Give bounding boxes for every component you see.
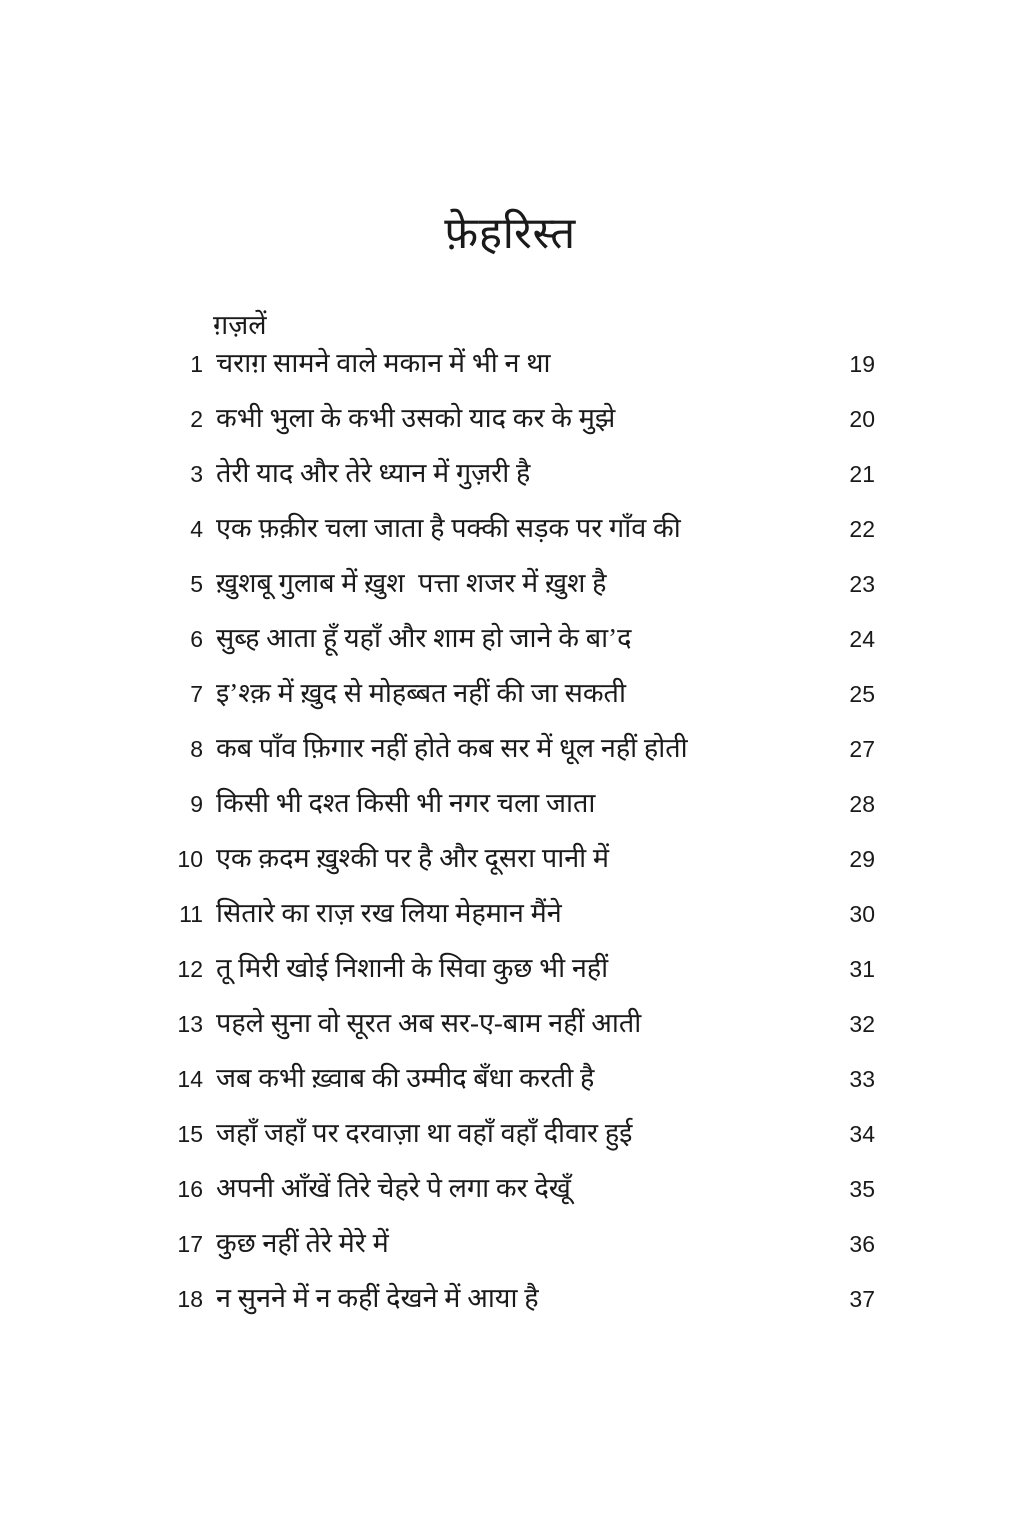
table-row[interactable] <box>145 842 875 897</box>
entry-index: 18 <box>177 1286 203 1312</box>
table-row[interactable] <box>145 1062 875 1117</box>
table-row[interactable] <box>145 567 875 622</box>
entry-title[interactable]: जब कभी ख़्वाब की उम्मीद बँधा करती है <box>216 1063 595 1093</box>
entry-title[interactable]: अपनी आँखें तिरे चेहरे पे लगा कर देखूँ <box>216 1173 571 1203</box>
entry-index: 17 <box>177 1231 203 1257</box>
table-row[interactable] <box>145 897 875 952</box>
entry-page-number: 36 <box>849 1231 875 1257</box>
entry-page-number: 33 <box>849 1066 875 1092</box>
entry-title[interactable]: एक क़दम ख़ुश्की पर है और दूसरा पानी में <box>216 843 610 873</box>
entry-index: 10 <box>177 846 203 872</box>
entry-index: 13 <box>177 1011 203 1037</box>
entry-page-number: 32 <box>849 1011 875 1037</box>
entry-title[interactable]: सुब्ह आता हूँ यहाँ और शाम हो जाने के बा’द <box>216 623 632 653</box>
table-row[interactable] <box>145 402 875 457</box>
entry-page-number: 35 <box>849 1176 875 1202</box>
table-row[interactable] <box>145 787 875 842</box>
entry-page-number: 20 <box>849 406 875 432</box>
entry-title[interactable]: जहाँ जहाँ पर दरवाज़ा था वहाँ वहाँ दीवार हुई <box>216 1118 633 1148</box>
table-row[interactable] <box>145 732 875 787</box>
entry-title[interactable]: इ’श्क़ में ख़ुद से मोहब्बत नहीं की जा सकती <box>216 678 626 708</box>
entry-page-number: 30 <box>849 901 875 927</box>
entry-title[interactable]: न सुनने में न कहीं देखने में आया है <box>216 1283 539 1313</box>
entry-page-number: 22 <box>849 516 875 542</box>
entry-title[interactable]: चराग़ सामने वाले मकान में भी न था <box>216 348 551 378</box>
table-row[interactable] <box>145 1172 875 1227</box>
entry-title[interactable]: पहले सुना वो सूरत अब सर-ए-बाम नहीं आती <box>216 1008 642 1038</box>
entry-title[interactable]: सितारे का राज़ रख लिया मेहमान मैंने <box>216 898 562 928</box>
entry-page-number: 23 <box>849 571 875 597</box>
entry-page-number: 19 <box>849 351 875 377</box>
table-row[interactable] <box>145 1227 875 1282</box>
entry-title[interactable]: कुछ नहीं तेरे मेरे में <box>216 1228 389 1258</box>
entry-index: 7 <box>190 681 203 707</box>
entry-index: 15 <box>177 1121 203 1147</box>
entry-page-number: 24 <box>849 626 875 652</box>
table-row[interactable] <box>145 1117 875 1172</box>
table-of-contents <box>145 347 875 1337</box>
entry-index: 11 <box>179 901 203 927</box>
section-heading-ghazalein: ग़ज़लें <box>213 310 267 341</box>
entry-page-number: 29 <box>849 846 875 872</box>
entry-page-number: 31 <box>849 956 875 982</box>
table-row[interactable] <box>145 952 875 1007</box>
entry-page-number: 34 <box>849 1121 875 1147</box>
entry-index: 12 <box>177 956 203 982</box>
entry-title[interactable]: किसी भी दश्त किसी भी नगर चला जाता <box>216 788 596 818</box>
table-row[interactable] <box>145 677 875 732</box>
entry-page-number: 27 <box>849 736 875 762</box>
entry-index: 16 <box>177 1176 203 1202</box>
entry-title[interactable]: एक फ़क़ीर चला जाता है पक्की सड़क पर गाँव की <box>216 513 681 543</box>
entry-page-number: 21 <box>849 461 875 487</box>
entry-page-number: 25 <box>849 681 875 707</box>
entry-title[interactable]: कब पाँव फ़िगार नहीं होते कब सर में धूल नहीं होती <box>216 733 688 763</box>
entry-title[interactable]: कभी भुला के कभी उसको याद कर के मुझे <box>216 403 616 433</box>
table-row[interactable] <box>145 1282 875 1337</box>
entry-index: 14 <box>177 1066 203 1092</box>
entry-title[interactable]: तू मिरी खोई निशानी के सिवा कुछ भी नहीं <box>216 953 609 983</box>
entry-title[interactable]: तेरी याद और तेरे ध्यान में गुज़री है <box>216 458 531 488</box>
page-title: फ़ेहरिस्त <box>444 209 576 259</box>
entry-page-number: 37 <box>849 1286 875 1312</box>
entry-index: 6 <box>190 626 203 652</box>
table-row[interactable] <box>145 347 875 402</box>
entry-index: 1 <box>190 351 203 377</box>
entry-index: 9 <box>190 791 203 817</box>
table-row[interactable] <box>145 622 875 677</box>
table-row[interactable] <box>145 457 875 512</box>
entry-page-number: 28 <box>849 791 875 817</box>
entry-index: 3 <box>190 461 203 487</box>
table-row[interactable] <box>145 1007 875 1062</box>
entry-index: 4 <box>190 516 203 542</box>
table-row[interactable] <box>145 512 875 567</box>
entry-title[interactable]: ख़ुशबू गुलाब में ख़ुश पत्ता शजर में ख़ुश है <box>216 568 607 598</box>
entry-index: 8 <box>190 736 203 762</box>
entry-index: 5 <box>190 571 203 597</box>
entry-index: 2 <box>190 406 203 432</box>
